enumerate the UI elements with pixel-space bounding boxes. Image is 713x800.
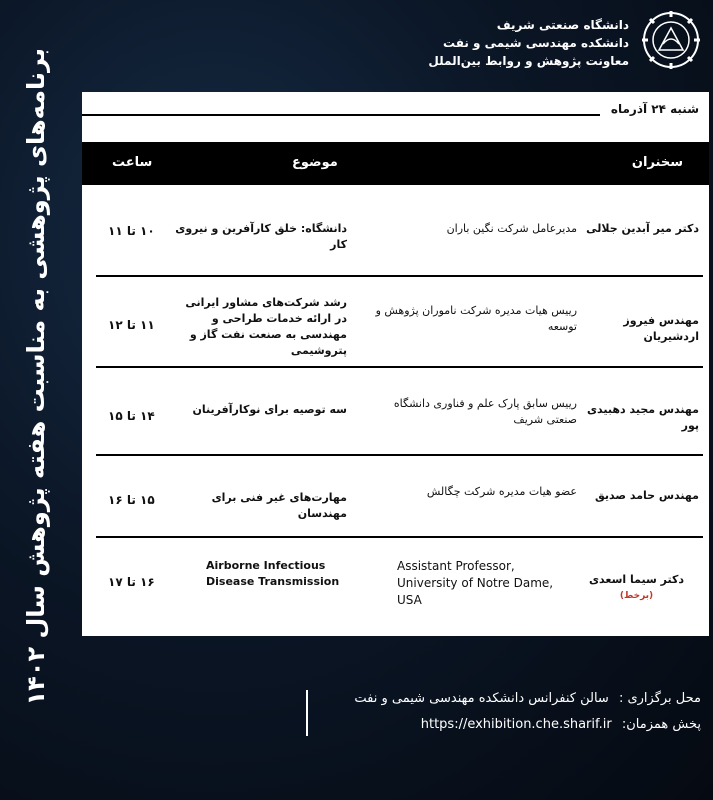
- row-role: Assistant Professor, University of Notre Dame, USA: [397, 559, 554, 607]
- faculty-name: دانشکده مهندسی شیمی و نفت: [442, 36, 629, 50]
- column-speaker: سخنران: [631, 155, 683, 170]
- header: [141, 8, 701, 78]
- table-row: [82, 368, 709, 454]
- row-speaker: مهندس فیروز اردشیریان: [623, 314, 699, 343]
- row-role: رییس سابق پارک علم و فناوری دانشگاه صنعتی شریف: [393, 397, 577, 426]
- vertical-title: [4, 48, 68, 706]
- row-time: ۱۶ تا ۱۷: [108, 575, 155, 589]
- row-time: ۱۰ تا ۱۱: [108, 224, 155, 238]
- column-topic: موضوع: [292, 155, 338, 170]
- table-row: [82, 538, 709, 634]
- footer: [301, 686, 701, 738]
- university-name: دانشگاه صنعتی شریف: [496, 18, 629, 32]
- row-speaker: مهندس حامد صدیق: [594, 489, 699, 502]
- table-row: [82, 456, 709, 536]
- row-time: ۱۱ تا ۱۲: [108, 318, 155, 332]
- row-role: مدیرعامل شرکت نگین باران: [446, 222, 577, 235]
- table-row: [82, 277, 709, 367]
- row-role: رییس هیات مدیره شرکت ناموران پژوهش و توسعه: [375, 304, 577, 333]
- sharif-university-logo-icon: [641, 10, 701, 70]
- row-topic: مهارت‌های غیر فنی برای مهندسان: [211, 491, 347, 520]
- row-time: ۱۴ تا ۱۵: [108, 409, 155, 423]
- venue-text: سالن کنفرانس دانشکده مهندسی شیمی و نفت: [354, 691, 609, 706]
- stream-link[interactable]: https://exhibition.che.sharif.ir: [420, 717, 612, 732]
- office-name: معاونت پژوهش و روابط بین‌الملل: [428, 54, 629, 68]
- row-topic: دانشگاه: خلق کارآفرین و نیروی کار: [175, 222, 347, 251]
- table-row: [82, 185, 709, 275]
- schedule-card: [82, 92, 709, 636]
- row-speaker: دکتر میر آبدین جلالی: [586, 222, 699, 235]
- date-divider: [82, 114, 600, 116]
- vertical-title-text: برنامه‌های پژوهشی به مناسبت هفته پژوهش سال ۱۴۰۲: [22, 48, 50, 706]
- row-role: عضو هیات مدیره شرکت چگالش: [426, 485, 577, 498]
- row-speaker: مهندس مجید دهبیدی پور: [586, 403, 699, 432]
- row-topic: سه توصیه برای نوکارآفرینان: [192, 403, 347, 416]
- schedule-date: شنبه ۲۴ آذرماه: [610, 102, 699, 116]
- row-speaker-block: [574, 572, 699, 604]
- row-time: ۱۵ تا ۱۶: [108, 493, 155, 507]
- row-speaker: دکتر سیما اسعدی: [588, 573, 685, 586]
- online-badge: (برخط): [619, 591, 654, 601]
- table-header: [82, 142, 709, 185]
- row-topic: رشد شرکت‌های مشاور ایرانی در ارائه خدمات طراحی و مهندسی به صنعت نفت گاز و پتروشیمی: [185, 296, 347, 357]
- stream-label: پخش همزمان:: [621, 717, 701, 732]
- venue-line: [301, 686, 701, 712]
- venue-label: محل برگزاری :: [618, 691, 701, 706]
- stream-line: [301, 712, 701, 738]
- column-time: ساعت: [112, 155, 153, 170]
- university-lines: [428, 16, 629, 70]
- row-topic: Airborne Infectious Disease Transmission: [206, 559, 340, 588]
